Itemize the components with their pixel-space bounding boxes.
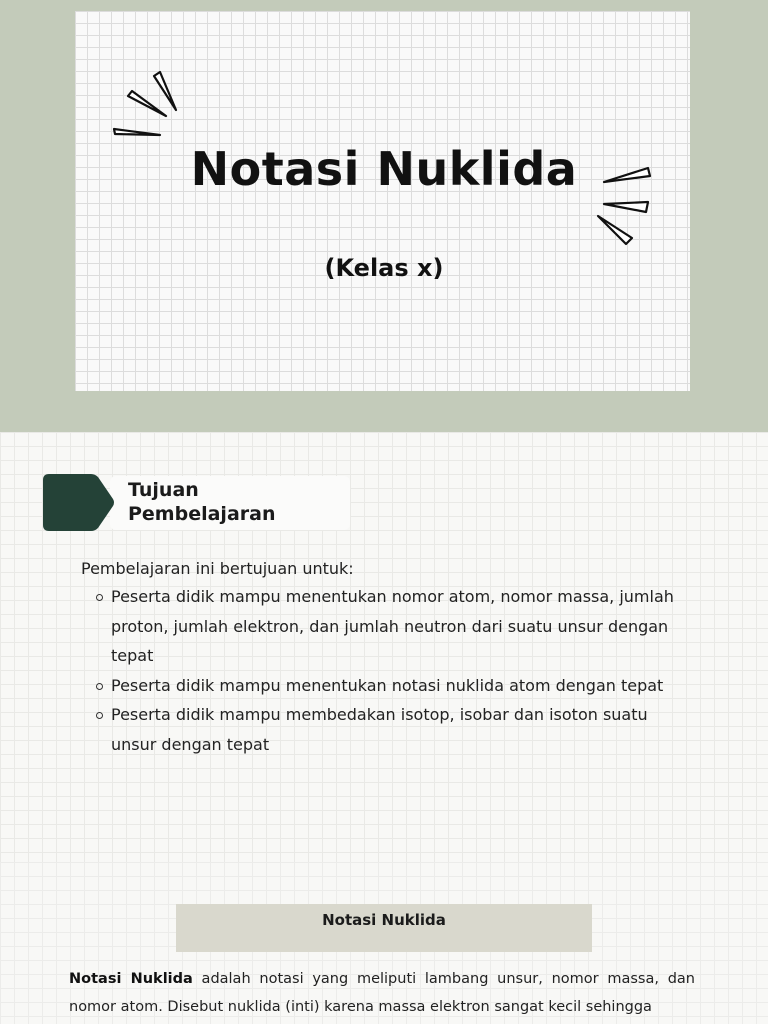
definition-paragraph [69,965,695,1021]
learning-goals-slide [0,432,768,862]
circle-bullet-icon [96,712,103,719]
goal-text: Peserta didik mampu menentukan nomor atom, nomor massa, jumlah proton, jumlah elektron, dan jumlah neutron dari suatu unsur dengan tepat [111,587,674,665]
circle-bullet-icon [96,594,103,601]
defined-term: Notasi Nuklida [69,971,193,987]
class-subtitle: (Kelas x) [324,254,444,282]
title-slide [0,0,768,432]
goal-text: Peserta didik mampu membedakan isotop, isobar dan isoton suatu unsur dengan tepat [111,705,648,754]
heading-line-1: Tujuan [128,479,199,501]
list-item [96,671,696,701]
goals-list [96,582,696,759]
goals-intro: Pembelajaran ini bertujuan untuk: [81,559,354,578]
heading-arrow-shape [43,474,115,531]
section-heading [128,478,275,526]
goal-text: Peserta didik mampu menentukan notasi nuklida atom dengan tepat [111,675,664,695]
heading-line-2: Pembelajaran [128,503,276,525]
section-title: Notasi Nuklida [322,911,446,929]
circle-bullet-icon [96,683,103,690]
section-title-bar [176,904,592,952]
nuclide-notation-slide [0,862,768,1024]
page-title: Notasi Nuklida [190,142,578,196]
definition-text: adalah notasi yang meliputi lambang unsur, nomor massa, dan nomor atom. Disebut nuklida (inti) karena massa elektron sangat kecil sehingga [69,971,695,1015]
list-item [96,700,696,759]
list-item [96,582,696,671]
left-spark-decoration [108,68,184,144]
